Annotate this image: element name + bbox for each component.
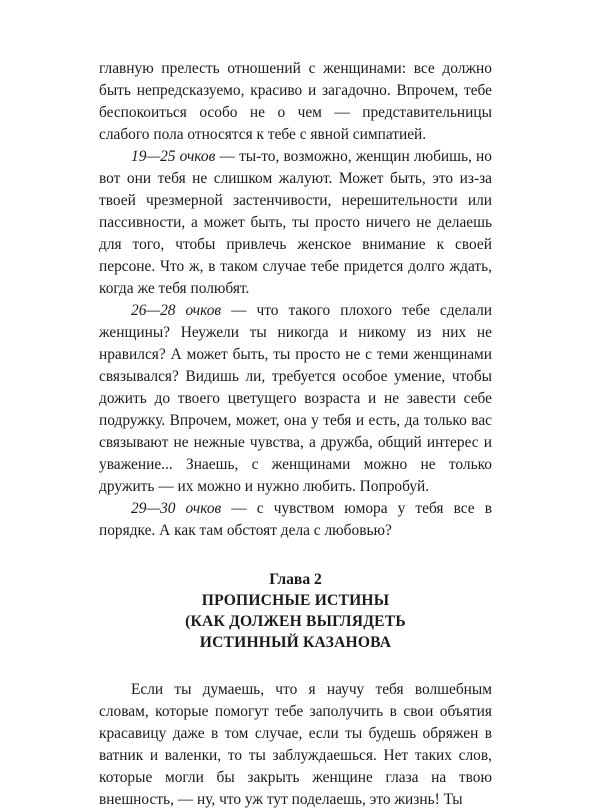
paragraph-text: главную прелесть отношений с женщинами: все должно быть непредсказуемо, красиво и загадочно. Впрочем, тебе беспокоиться особо не о чем — представительницы слабого пола относятся к тебе с явной симпатией.	[99, 60, 492, 143]
chapter-heading	[99, 569, 492, 653]
paragraph-text: — что такого плохого тебе сделали женщины? Неужели ты никогда и никому из них не нравился? А может быть, ты просто не с теми женщинами связывался? Видишь ли, требуется особое умение, чтобы дожить до твоего цветущего возраста и не завести себе подружку. Впрочем, может, она у тебя и есть, да только вас связывают не нежные чувства, а дружба, общий интерес и уважение... Знаешь, с женщинами можно не только дружить — их можно и нужно любить. Попробуй.	[99, 302, 492, 495]
score-range-label: 19—25 очков	[131, 148, 216, 165]
paragraph-score-29-30	[99, 498, 492, 542]
paragraph-text: Если ты думаешь, что я научу тебя волшебным словам, которые помогут тебе заполучить в свои объятия красавицу даже в том случае, если ты будешь обряжен в ватник и валенки, то ты заблуждаешься. Нет таких слов, которые могли бы закрыть женщине глаза на твою внешность, — ну, что уж тут поделаешь, это жизнь! Ты	[99, 681, 492, 808]
paragraph-score-26-28	[99, 300, 492, 498]
score-range-label: 29—30 очков	[131, 500, 222, 517]
chapter-title-line-1: ПРОПИСНЫЕ ИСТИНЫ	[201, 592, 390, 609]
chapter-title-line-3: ИСТИННЫЙ КАЗАНОВА	[199, 634, 392, 651]
chapter-title-line-2: (КАК ДОЛЖЕН ВЫГЛЯДЕТЬ	[185, 613, 406, 630]
paragraph-text: — с чувством юмора у тебя все в порядке. А как там обстоят дела с любовью?	[99, 500, 492, 539]
paragraph-continuation	[99, 58, 492, 146]
book-page	[99, 58, 492, 811]
paragraph-text: — ты-то, возможно, женщин любишь, но вот они тебя не слишком жалуют. Может быть, это из-за твоей чрезмерной застенчивости, нерешительности или пассивности, а может быть, ты просто ничего не делаешь для того, чтобы привлечь женское внимание к своей персоне. Что ж, в таком случае тебе придется долго ждать, когда же тебя полюбят.	[99, 148, 492, 297]
score-range-label: 26—28 очков	[131, 302, 222, 319]
chapter-number: Глава 2	[269, 571, 322, 588]
paragraph-score-19-25	[99, 146, 492, 300]
paragraph-chapter-intro	[99, 679, 492, 811]
